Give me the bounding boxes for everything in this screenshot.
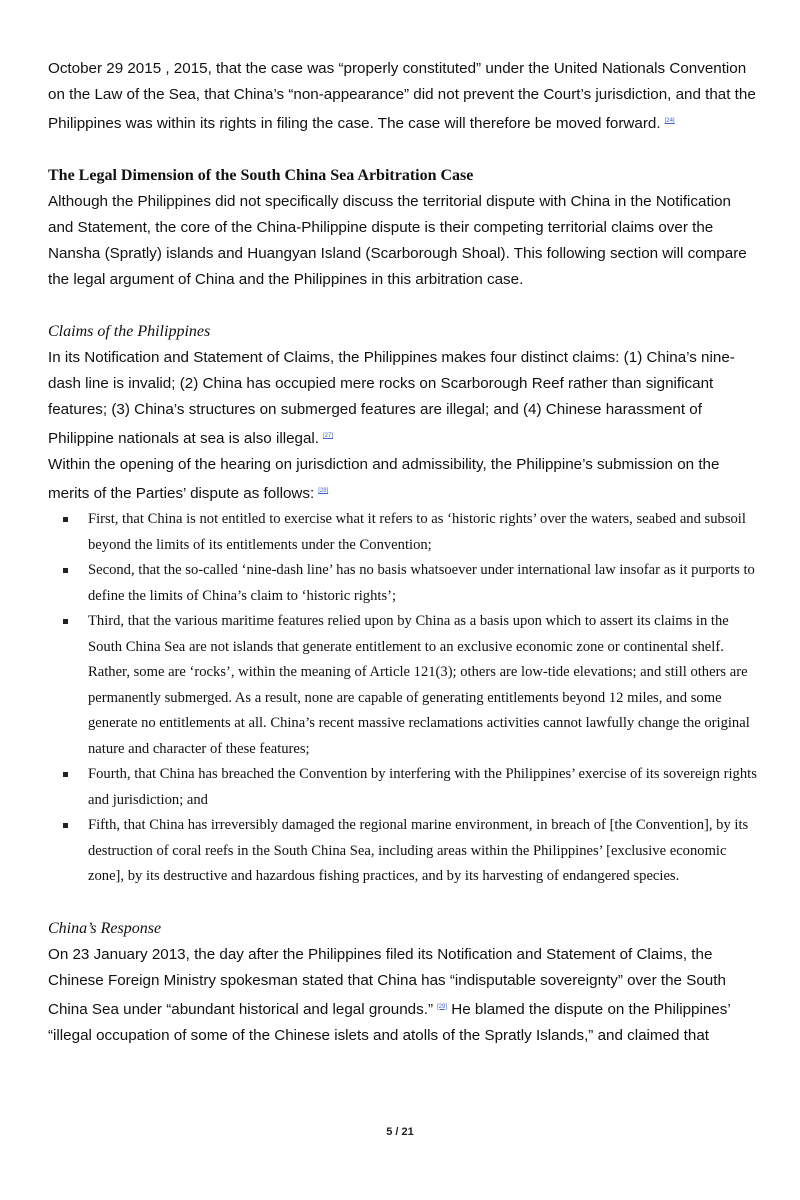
paragraph-text: In its Notification and Statement of Claims, the Philippines makes four distinct claims: (1) China’s nine-dash line is invalid; (2) China has occupied mere rocks on Scarborough Reef rather than significant features; (3) China’s structures on submerged features are illegal; and (4) Chinese harassment of Philippine nationals at sea is also illegal. <box>48 349 735 447</box>
list-item-text: Fifth, that China has irreversibly damaged the regional marine environment, in breach of [the Convention], by its destruction of coral reefs in the South China Sea, including areas within the Philippines’ [exclusive economic zone], by its destructive and hazardous fishing practices, and by its harvesting of endangered species. <box>88 817 749 884</box>
footnote-link[interactable]: [24] <box>664 118 675 124</box>
paragraph-submission <box>48 452 760 507</box>
paragraph-text-continued: He blamed the dispute on the Philippines’ “illegal occupation of some of the Chinese islets and atolls of the Spratly Islands,” and claimed that <box>48 1000 731 1044</box>
paragraph-text: On 23 January 2013, the day after the Philippines filed its Notification and Statement of Claims, the Chinese Foreign Ministry spokesman stated that China has “indisputable sovereignty” over the South China Sea under “abundant historical and legal grounds.” <box>48 945 726 1018</box>
bullet-icon <box>63 619 68 624</box>
list-item-text: First, that China is not entitled to exercise what it refers to as ‘historic rights’ over the waters, seabed and subsoil beyond the limits of its entitlements under the Convention; <box>88 511 746 553</box>
paragraph-legal-dimension: Although the Philippines did not specifically discuss the territorial dispute with China in the Notification and Statement, the core of the China-Philippine dispute is their competing territorial claims over the Nansha (Spratly) islands and Huangyan Island (Scarborough Shoal). This following section will compare the legal argument of China and the Philippines in this arbitration case. <box>48 193 747 288</box>
bullet-icon <box>63 823 68 828</box>
list-item-text: Second, that the so-called ‘nine-dash line’ has no basis whatsoever under international law insofar as it purports to define the limits of China’s claim to ‘historic rights’; <box>88 562 755 604</box>
footnote-link[interactable]: [27] <box>323 433 334 439</box>
response-heading: China’s Response <box>48 919 162 937</box>
paragraph-case-constituted <box>48 56 760 137</box>
list-item <box>48 507 760 558</box>
paragraph-text: October 29 2015 , 2015, that the case was “properly constituted” under the United Nationals Convention on the Law of the Sea, that China’s “non-appearance” did not prevent the Court’s jurisdiction, and that the Philippines was within its rights in filing the case. The case will therefore be moved forward. <box>48 60 756 132</box>
paragraph-text: Within the opening of the hearing on jurisdiction and admissibility, the Philippine’s submission on the merits of the Parties’ dispute as follows: <box>48 456 720 502</box>
paragraph-china-response <box>48 942 760 1049</box>
bullet-icon <box>63 517 68 522</box>
claims-heading: Claims of the Philippines <box>48 323 211 340</box>
list-item <box>48 609 760 762</box>
page-number: 5 / 21 <box>386 1126 414 1138</box>
submission-list <box>48 507 760 890</box>
section-heading: The Legal Dimension of the South China Sea Arbitration Case <box>48 167 474 184</box>
footnote-link[interactable]: [28] <box>318 488 329 494</box>
paragraph-four-claims <box>48 345 760 452</box>
document-page <box>48 56 760 1049</box>
bullet-icon <box>63 772 68 777</box>
bullet-icon <box>63 568 68 573</box>
list-item <box>48 558 760 609</box>
list-item <box>48 813 760 890</box>
footnote-link[interactable]: [29] <box>437 1003 448 1010</box>
list-item-text: Fourth, that China has breached the Convention by interfering with the Philippines’ exercise of its sovereign rights and jurisdiction; and <box>88 766 757 808</box>
list-item <box>48 762 760 813</box>
list-item-text: Third, that the various maritime features relied upon by China as a basis upon which to assert its claims in the South China Sea are not islands that generate entitlement to an exclusive economic zone or continental shelf. Rather, some are ‘rocks’, within the meaning of Article 121(3); others are low-tide elevations; and still others are permanently submerged. As a result, none are capable of generating entitlements beyond 12 miles, and some generate no entitlements at all. China’s recent massive reclamations activities cannot lawfully change the original nature and character of these features; <box>88 613 750 757</box>
